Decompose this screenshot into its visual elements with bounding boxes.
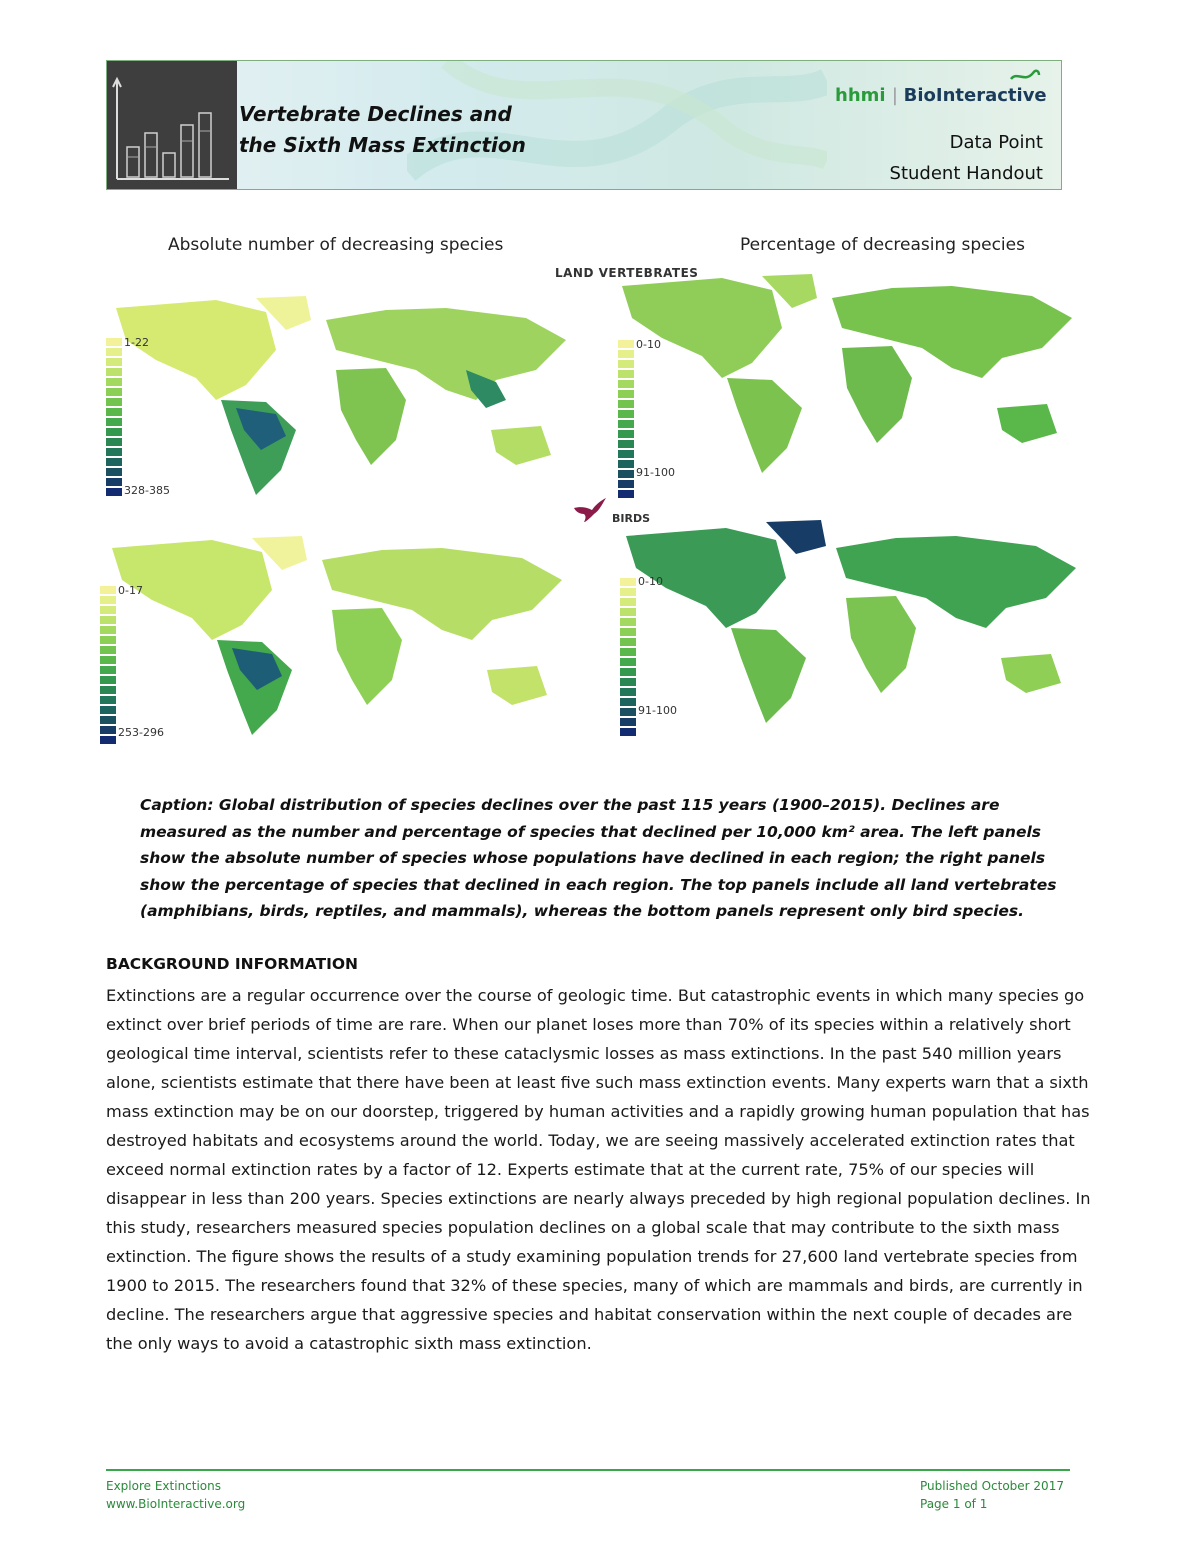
legend-swatch [620, 628, 636, 636]
legend-max-land-percentage: 91-100 [636, 466, 675, 479]
legend-swatch [618, 360, 634, 368]
document-type [890, 127, 1043, 189]
header-banner [106, 60, 1062, 190]
legend-swatch [618, 370, 634, 378]
legend-swatch [106, 418, 122, 426]
legend-swatch [618, 440, 634, 448]
figure-caption: Caption: Global distribution of species declines over the past 115 years (1900–2015). Declines are measured as the number and percentage of species that declined per 10,000 km² area. The left panels show the absolute number of species whose populations have declined in each region; the right panels show the percentage of species that declined in each region. The top panels include all land vertebrates (amphibians, birds, reptiles, and mammals), whereas the bottom panels represent only bird species. [140, 796, 1057, 920]
panel-title-percentage: Percentage of decreasing species [740, 235, 1025, 255]
label-land-vertebrates: LAND VERTEBRATES [555, 266, 699, 280]
legend-swatch [106, 348, 122, 356]
legend-swatch [100, 726, 116, 734]
legend-max-land-absolute: 328-385 [124, 484, 170, 497]
title-line-1: Vertebrate Declines and [239, 102, 512, 126]
logo-hhmi: hhmi [835, 85, 886, 106]
title-line-2: the Sixth Mass Extinction [239, 133, 526, 157]
legend-swatch [618, 450, 634, 458]
legend-swatch [618, 480, 634, 488]
legend-swatch [106, 358, 122, 366]
legend-swatch [100, 696, 116, 704]
legend-swatch [618, 350, 634, 358]
legend-birds-absolute [100, 586, 116, 746]
legend-swatch [100, 736, 116, 744]
legend-swatch [620, 668, 636, 676]
legend-swatch [106, 458, 122, 466]
map-land-percentage [602, 268, 1092, 478]
legend-land-absolute [106, 338, 122, 498]
label-birds: BIRDS [612, 512, 651, 525]
doc-type-line-1: Data Point [949, 132, 1043, 153]
legend-min-land-absolute: 1-22 [124, 336, 149, 349]
legend-swatch [620, 708, 636, 716]
biointeractive-logo: hhmi | BioInteractive [835, 85, 1047, 106]
section-heading-background: BACKGROUND INFORMATION [106, 955, 358, 973]
legend-swatch [106, 338, 122, 346]
legend-swatch [100, 636, 116, 644]
bird-icon [572, 496, 608, 524]
legend-land-percentage [618, 340, 634, 500]
chalkboard-chart-image [107, 61, 237, 190]
legend-swatch [618, 490, 634, 498]
legend-swatch [106, 398, 122, 406]
map-land-absolute [96, 290, 586, 500]
legend-swatch [106, 428, 122, 436]
lizard-logo-icon [1009, 65, 1041, 87]
background-paragraph: Extinctions are a regular occurrence over the course of geologic time. But catastrophic events in which many species go extinct over brief periods of time are rare. When our planet loses more than 70% of its species within a relatively short geological time interval, scientists refer to these cataclysmic losses as mass extinctions. In the past 540 million years alone, scientists estimate that there have been at least five such mass extinction events. Many experts warn that a sixth mass extinction may be on our doorstep, triggered by human activities and a rapidly growing human population that has destroyed habitats and ecosystems around the world. Today, we are seeing massively accelerated extinction rates that exceed normal extinction rates by a factor of 12. Experts estimate that at the current rate, 75% of our species will disappear in less than 200 years. Species extinctions are nearly always preceded by high regional population declines. In this study, researchers measured species population declines on a global scale that may contribute to the sixth mass extinction. The figure shows the results of a study examining population trends for 27,600 land vertebrate species from 1900 to 2015. The researchers found that 32% of these species, many of which are mammals and birds, are currently in decline. The researchers argue that aggressive species and habitat conservation within the next couple of decades are the only ways to avoid a catastrophic sixth mass extinction. [106, 986, 1091, 1353]
legend-max-birds-percentage: 91-100 [638, 704, 677, 717]
legend-swatch [100, 626, 116, 634]
legend-swatch [618, 400, 634, 408]
legend-swatch [618, 470, 634, 478]
legend-swatch [620, 688, 636, 696]
footer-right [920, 1477, 1064, 1513]
legend-swatch [106, 448, 122, 456]
legend-swatch [620, 598, 636, 606]
legend-swatch [620, 658, 636, 666]
footer-page-number: Page 1 of 1 [920, 1497, 988, 1511]
legend-swatch [620, 718, 636, 726]
legend-swatch [106, 368, 122, 376]
legend-birds-percentage [620, 578, 636, 738]
legend-swatch [100, 656, 116, 664]
legend-swatch [620, 648, 636, 656]
legend-swatch [106, 408, 122, 416]
legend-swatch [106, 468, 122, 476]
legend-swatch [620, 678, 636, 686]
panel-title-absolute: Absolute number of decreasing species [168, 235, 504, 255]
legend-swatch [620, 618, 636, 626]
document-title [239, 99, 526, 161]
legend-swatch [618, 430, 634, 438]
legend-swatch [100, 596, 116, 604]
doc-type-line-2: Student Handout [889, 163, 1043, 184]
legend-swatch [106, 438, 122, 446]
legend-swatch [618, 380, 634, 388]
legend-swatch [100, 646, 116, 654]
footer-published-date: Published October 2017 [920, 1479, 1064, 1493]
legend-max-birds-absolute: 253-296 [118, 726, 164, 739]
legend-swatch [620, 728, 636, 736]
legend-swatch [106, 478, 122, 486]
legend-swatch [620, 608, 636, 616]
legend-swatch [106, 378, 122, 386]
footer-website-link[interactable]: www.BioInteractive.org [106, 1497, 246, 1511]
legend-swatch [106, 488, 122, 496]
legend-swatch [620, 698, 636, 706]
legend-swatch [620, 578, 636, 586]
legend-min-birds-percentage: 0-10 [638, 575, 663, 588]
legend-swatch [618, 460, 634, 468]
legend-swatch [618, 340, 634, 348]
legend-swatch [106, 388, 122, 396]
legend-swatch [100, 686, 116, 694]
legend-swatch [620, 588, 636, 596]
logo-biointeractive: BioInteractive [903, 85, 1047, 106]
legend-swatch [100, 666, 116, 674]
legend-min-land-percentage: 0-10 [636, 338, 661, 351]
footer-series-name: Explore Extinctions [106, 1479, 222, 1493]
legend-swatch [100, 676, 116, 684]
footer-divider [106, 1469, 1070, 1471]
legend-swatch [100, 586, 116, 594]
legend-swatch [100, 616, 116, 624]
map-birds-percentage [606, 518, 1096, 728]
legend-swatch [618, 390, 634, 398]
legend-min-birds-absolute: 0-17 [118, 584, 143, 597]
legend-swatch [618, 420, 634, 428]
legend-swatch [100, 606, 116, 614]
footer-left [106, 1477, 245, 1513]
map-birds-absolute [92, 530, 582, 740]
legend-swatch [100, 716, 116, 724]
legend-swatch [100, 706, 116, 714]
legend-swatch [620, 638, 636, 646]
legend-swatch [618, 410, 634, 418]
